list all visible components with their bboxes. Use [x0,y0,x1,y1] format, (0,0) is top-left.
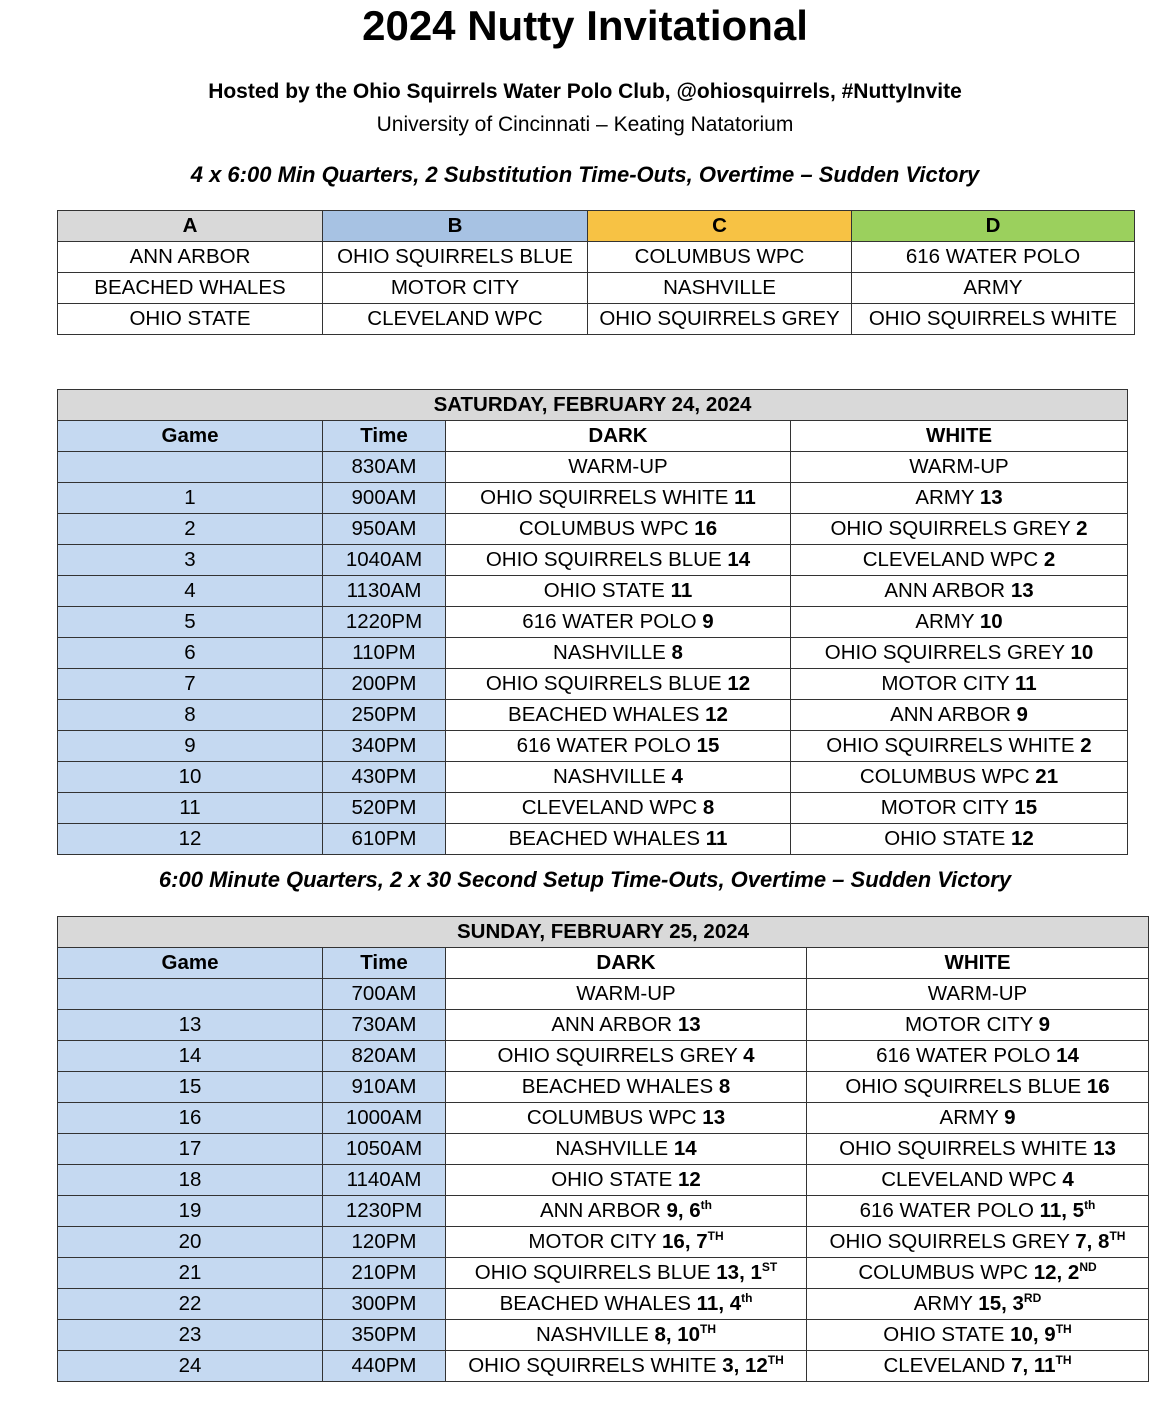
game-time: 1050AM [323,1134,446,1165]
game-row [58,638,1128,669]
column-header-row [58,421,1128,452]
team-name: COLUMBUS WPC [859,765,1036,788]
white-team [807,1227,1149,1258]
score: 3 [722,1354,734,1377]
game-time: 1040AM [323,545,446,576]
pool-b-header: B [323,211,588,242]
game-number: 23 [58,1320,323,1351]
placement-suffix: ND [1079,1260,1097,1275]
team-name: OHIO SQUIRRELS GREY [497,1044,744,1067]
game-row [58,1289,1149,1320]
dark-team [446,824,791,855]
game-row [58,793,1128,824]
saturday-schedule-table [57,389,1128,855]
dark-team [446,1010,807,1041]
game-row [58,669,1128,700]
score: 15 [696,734,720,757]
white-team [791,762,1128,793]
game-row [58,1320,1149,1351]
white-team [807,1041,1149,1072]
game-time: 200PM [323,669,446,700]
placement-suffix: TH [767,1353,784,1368]
column-header-row [58,948,1149,979]
game-row [58,824,1128,855]
score: 9 [666,1199,678,1222]
team-name: NASHVILLE [553,765,672,788]
pool-team: OHIO STATE [58,304,323,335]
score: 11 [734,486,756,509]
game-row [58,607,1128,638]
white-team [807,979,1149,1010]
placement-suffix: TH [707,1229,724,1244]
white-team [791,700,1128,731]
dark-team [446,1289,807,1320]
team-name: MOTOR CITY [880,796,1015,819]
game-number: 17 [58,1134,323,1165]
score: 9 [702,610,714,633]
team-name: CLEVELAND WPC [881,1168,1063,1191]
white-team [791,824,1128,855]
pool-team: OHIO SQUIRRELS BLUE [323,242,588,273]
team-name: ANN ARBOR [540,1199,667,1222]
team-name: OHIO SQUIRRELS WHITE [480,486,735,509]
pool-team: BEACHED WHALES [58,273,323,304]
dark-column-header: DARK [446,421,791,452]
game-row [58,1227,1149,1258]
score: 12 [678,1168,701,1191]
game-number: 6 [58,638,323,669]
score: 2 [1076,517,1088,540]
game-number: 20 [58,1227,323,1258]
dark-team [446,793,791,824]
day-title: SUNDAY, FEBRUARY 25, 2024 [58,917,1149,948]
team-name: OHIO SQUIRRELS GREY [824,641,1071,664]
score: 16 [662,1230,685,1253]
game-row [58,483,1128,514]
game-time: 1130AM [323,576,446,607]
game-number: 4 [58,576,323,607]
game-row [58,514,1128,545]
white-team [807,1289,1149,1320]
white-team [791,576,1128,607]
pools-row [58,273,1135,304]
day-title: SATURDAY, FEBRUARY 24, 2024 [58,390,1128,421]
page-title: 2024 Nutty Invitational [362,2,808,49]
placement: , 11 [1022,1354,1056,1377]
game-time: 700AM [323,979,446,1010]
team-name: CLEVELAND [883,1354,1012,1377]
game-time: 910AM [323,1072,446,1103]
score: 13 [716,1261,740,1284]
game-time: 900AM [323,483,446,514]
team-name: ANN ARBOR [551,1013,678,1036]
team-name: BEACHED WHALES [521,1075,719,1098]
team-name: ARMY [915,610,980,633]
score: 16 [694,517,718,540]
score: 4 [671,765,683,788]
team-name: ANN ARBOR [884,579,1011,602]
placement: , 9 [1032,1323,1056,1346]
game-time: 300PM [323,1289,446,1320]
score: 11 [1014,672,1037,695]
score: 11 [670,579,693,602]
white-team [791,607,1128,638]
game-row [58,1165,1149,1196]
game-number: 12 [58,824,323,855]
pool-team: COLUMBUS WPC [588,242,852,273]
game-column-header: Game [58,421,323,452]
dark-team [446,1196,807,1227]
placement: , 8 [1086,1230,1110,1253]
game-time: 210PM [323,1258,446,1289]
placement: , 6 [677,1199,701,1222]
placement: , 10 [665,1323,701,1346]
team-name: 616 WATER POLO [876,1044,1057,1067]
game-row [58,1351,1149,1382]
dark-team [446,1227,807,1258]
team-name: WARM-UP [568,455,668,478]
score: 10 [1010,1323,1033,1346]
game-time: 110PM [323,638,446,669]
team-name: OHIO STATE [543,579,671,602]
game-time: 520PM [323,793,446,824]
game-time: 120PM [323,1227,446,1258]
placement: , 4 [718,1292,742,1315]
time-column-header: Time [323,421,446,452]
white-team [807,1103,1149,1134]
sunday-schedule-table [57,916,1149,1382]
game-time: 1140AM [323,1165,446,1196]
score: 10 [979,610,1003,633]
game-number: 13 [58,1010,323,1041]
game-number: 14 [58,1041,323,1072]
team-name: OHIO STATE [551,1168,678,1191]
team-name: CLEVELAND WPC [862,548,1044,571]
game-number: 7 [58,669,323,700]
time-column-header: Time [323,948,446,979]
score: 21 [1035,765,1059,788]
team-name: COLUMBUS WPC [526,1106,703,1129]
dark-team [446,545,791,576]
game-row [58,1196,1149,1227]
score: 12 [1011,827,1034,850]
white-team [791,483,1128,514]
game-row [58,452,1128,483]
placement-suffix: ST [761,1260,778,1275]
game-number: 21 [58,1258,323,1289]
score: 12 [727,672,751,695]
dark-team [446,483,791,514]
score: 13 [677,1013,701,1036]
white-team [807,1072,1149,1103]
game-time: 250PM [323,700,446,731]
game-time: 1000AM [323,1103,446,1134]
game-time: 430PM [323,762,446,793]
white-team [791,638,1128,669]
score: 12 [1033,1261,1057,1284]
team-name: OHIO STATE [884,827,1011,850]
team-name: 616 WATER POLO [522,610,703,633]
game-column-header: Game [58,948,323,979]
pool-team: ANN ARBOR [58,242,323,273]
score: 2 [1080,734,1092,757]
white-team [791,793,1128,824]
team-name: OHIO SQUIRRELS WHITE [826,734,1081,757]
game-number: 2 [58,514,323,545]
team-name: ARMY [915,486,980,509]
placement: , 5 [1061,1199,1085,1222]
score: 9 [1038,1013,1051,1036]
team-name: NASHVILLE [555,1137,674,1160]
game-number: 5 [58,607,323,638]
dark-team [446,514,791,545]
team-name: OHIO SQUIRRELS BLUE [485,672,728,695]
placement: , 3 [1001,1292,1024,1315]
pool-team: ARMY [852,273,1135,304]
game-number: 19 [58,1196,323,1227]
venue-line: University of Cincinnati – Keating Natatorium [376,113,794,136]
pool-team: CLEVELAND WPC [323,304,588,335]
dark-team [446,1351,807,1382]
game-number: 1 [58,483,323,514]
dark-team [446,669,791,700]
team-name: BEACHED WHALES [499,1292,697,1315]
score: 4 [1062,1168,1074,1191]
white-team [791,452,1128,483]
day-header-row [58,917,1149,948]
dark-team [446,979,807,1010]
team-name: OHIO SQUIRRELS GREY [829,1230,1076,1253]
pool-team: 616 WATER POLO [852,242,1135,273]
game-row [58,1010,1149,1041]
host-line: Hosted by the Ohio Squirrels Water Polo Club, @ohiosquirrels, #NuttyInvite [208,80,962,103]
score: 2 [1043,548,1056,571]
pools-row [58,304,1135,335]
game-number: 8 [58,700,323,731]
team-name: ARMY [913,1292,979,1315]
game-time: 440PM [323,1351,446,1382]
team-name: OHIO SQUIRRELS BLUE [845,1075,1087,1098]
score: 10 [1070,641,1094,664]
rules-line-2: 6:00 Minute Quarters, 2 x 30 Second Setup Time-Outs, Overtime – Sudden Victory [158,867,1012,892]
game-time: 610PM [323,824,446,855]
game-number: 16 [58,1103,323,1134]
pool-d-header: D [852,211,1135,242]
placement: , 7 [684,1230,708,1253]
game-time: 830AM [323,452,446,483]
game-number: 10 [58,762,323,793]
game-time: 1220PM [323,607,446,638]
score: 13 [1010,579,1034,602]
team-name: ARMY [939,1106,1005,1129]
white-column-header: WHITE [807,948,1149,979]
team-name: OHIO SQUIRRELS BLUE [474,1261,717,1284]
placement-suffix: th [741,1291,753,1306]
team-name: BEACHED WHALES [508,827,706,850]
score: 11 [705,827,728,850]
white-team [791,545,1128,576]
dark-team [446,1320,807,1351]
team-name: OHIO SQUIRRELS GREY [830,517,1077,540]
score: 14 [673,1137,697,1160]
score: 7 [1075,1230,1087,1253]
placement-suffix: TH [1055,1322,1072,1337]
team-name: 616 WATER POLO [516,734,697,757]
score: 13 [702,1106,726,1129]
pool-team: NASHVILLE [588,273,852,304]
dark-team [446,576,791,607]
pool-team: OHIO SQUIRRELS WHITE [852,304,1135,335]
game-number: 3 [58,545,323,576]
team-name: NASHVILLE [535,1323,655,1346]
team-name: 616 WATER POLO [859,1199,1040,1222]
team-name: OHIO SQUIRRELS WHITE [839,1137,1094,1160]
placement-suffix: th [700,1198,712,1213]
placement: , 1 [739,1261,762,1284]
dark-team [446,607,791,638]
pools-table [57,210,1135,335]
white-team [791,731,1128,762]
score: 16 [1086,1075,1110,1098]
game-row [58,1134,1149,1165]
score: 7 [1011,1354,1023,1377]
game-number: 24 [58,1351,323,1382]
white-team [791,514,1128,545]
pools-header-row [58,211,1135,242]
team-name: OHIO SQUIRRELS BLUE [485,548,728,571]
score: 15 [1014,796,1038,819]
game-row [58,700,1128,731]
white-team [807,1258,1149,1289]
game-time: 350PM [323,1320,446,1351]
pool-c-header: C [588,211,852,242]
team-name: NASHVILLE [553,641,672,664]
score: 9 [1016,703,1028,726]
team-name: ANN ARBOR [890,703,1017,726]
dark-team [446,762,791,793]
pool-team: OHIO SQUIRRELS GREY [588,304,852,335]
game-time: 950AM [323,514,446,545]
placement-suffix: TH [700,1322,717,1337]
team-name: WARM-UP [927,982,1028,1005]
score: 11 [1039,1199,1062,1222]
placement-suffix: th [1084,1198,1096,1213]
game-number: 9 [58,731,323,762]
game-row [58,1041,1149,1072]
pools-row [58,242,1135,273]
dark-team [446,452,791,483]
game-number: 22 [58,1289,323,1320]
team-name: WARM-UP [576,982,676,1005]
placement: , 12 [733,1354,768,1377]
white-team [791,669,1128,700]
dark-team [446,700,791,731]
team-name: CLEVELAND WPC [521,796,703,819]
white-team [807,1010,1149,1041]
team-name: MOTOR CITY [904,1013,1039,1036]
placement-suffix: TH [1109,1229,1126,1244]
dark-team [446,1072,807,1103]
game-row [58,1072,1149,1103]
game-row [58,576,1128,607]
score: 14 [1056,1044,1079,1067]
rules-line: 4 x 6:00 Min Quarters, 2 Substitution Time-Outs, Overtime – Sudden Victory [190,162,980,187]
dark-team [446,1258,807,1289]
score: 4 [743,1044,755,1067]
white-team [807,1165,1149,1196]
game-time: 820AM [323,1041,446,1072]
game-number: 18 [58,1165,323,1196]
dark-team [446,1103,807,1134]
score: 12 [705,703,728,726]
game-row [58,762,1128,793]
team-name: WARM-UP [909,455,1009,478]
pool-team: MOTOR CITY [323,273,588,304]
score: 13 [979,486,1003,509]
team-name: BEACHED WHALES [508,703,706,726]
score: 8 [671,641,683,664]
game-row [58,545,1128,576]
score: 8 [702,796,715,819]
game-time: 1230PM [323,1196,446,1227]
dark-team [446,1041,807,1072]
game-number [58,979,323,1010]
placement: , 2 [1056,1261,1080,1284]
game-row [58,1258,1149,1289]
white-team [807,1134,1149,1165]
game-time: 730AM [323,1010,446,1041]
white-team [807,1351,1149,1382]
white-team [807,1320,1149,1351]
team-name: COLUMBUS WPC [518,517,695,540]
score: 14 [727,548,751,571]
dark-team [446,1134,807,1165]
dark-team [446,1165,807,1196]
game-number: 15 [58,1072,323,1103]
score: 15 [978,1292,1002,1315]
team-name: MOTOR CITY [881,672,1015,695]
team-name: OHIO STATE [883,1323,1011,1346]
score: 11 [696,1292,719,1315]
dark-column-header: DARK [446,948,807,979]
score: 13 [1093,1137,1116,1160]
day-header-row [58,390,1128,421]
dark-team [446,638,791,669]
score: 8 [718,1075,731,1098]
placement-suffix: TH [1055,1353,1072,1368]
team-name: OHIO SQUIRRELS WHITE [468,1354,723,1377]
team-name: MOTOR CITY [528,1230,663,1253]
game-row [58,1103,1149,1134]
white-column-header: WHITE [791,421,1128,452]
game-number: 11 [58,793,323,824]
game-number [58,452,323,483]
game-row [58,731,1128,762]
dark-team [446,731,791,762]
white-team [807,1196,1149,1227]
team-name: COLUMBUS WPC [858,1261,1034,1284]
game-row [58,979,1149,1010]
pool-a-header: A [58,211,323,242]
score: 9 [1004,1106,1016,1129]
score: 8 [654,1323,666,1346]
game-time: 340PM [323,731,446,762]
placement-suffix: RD [1023,1291,1042,1306]
